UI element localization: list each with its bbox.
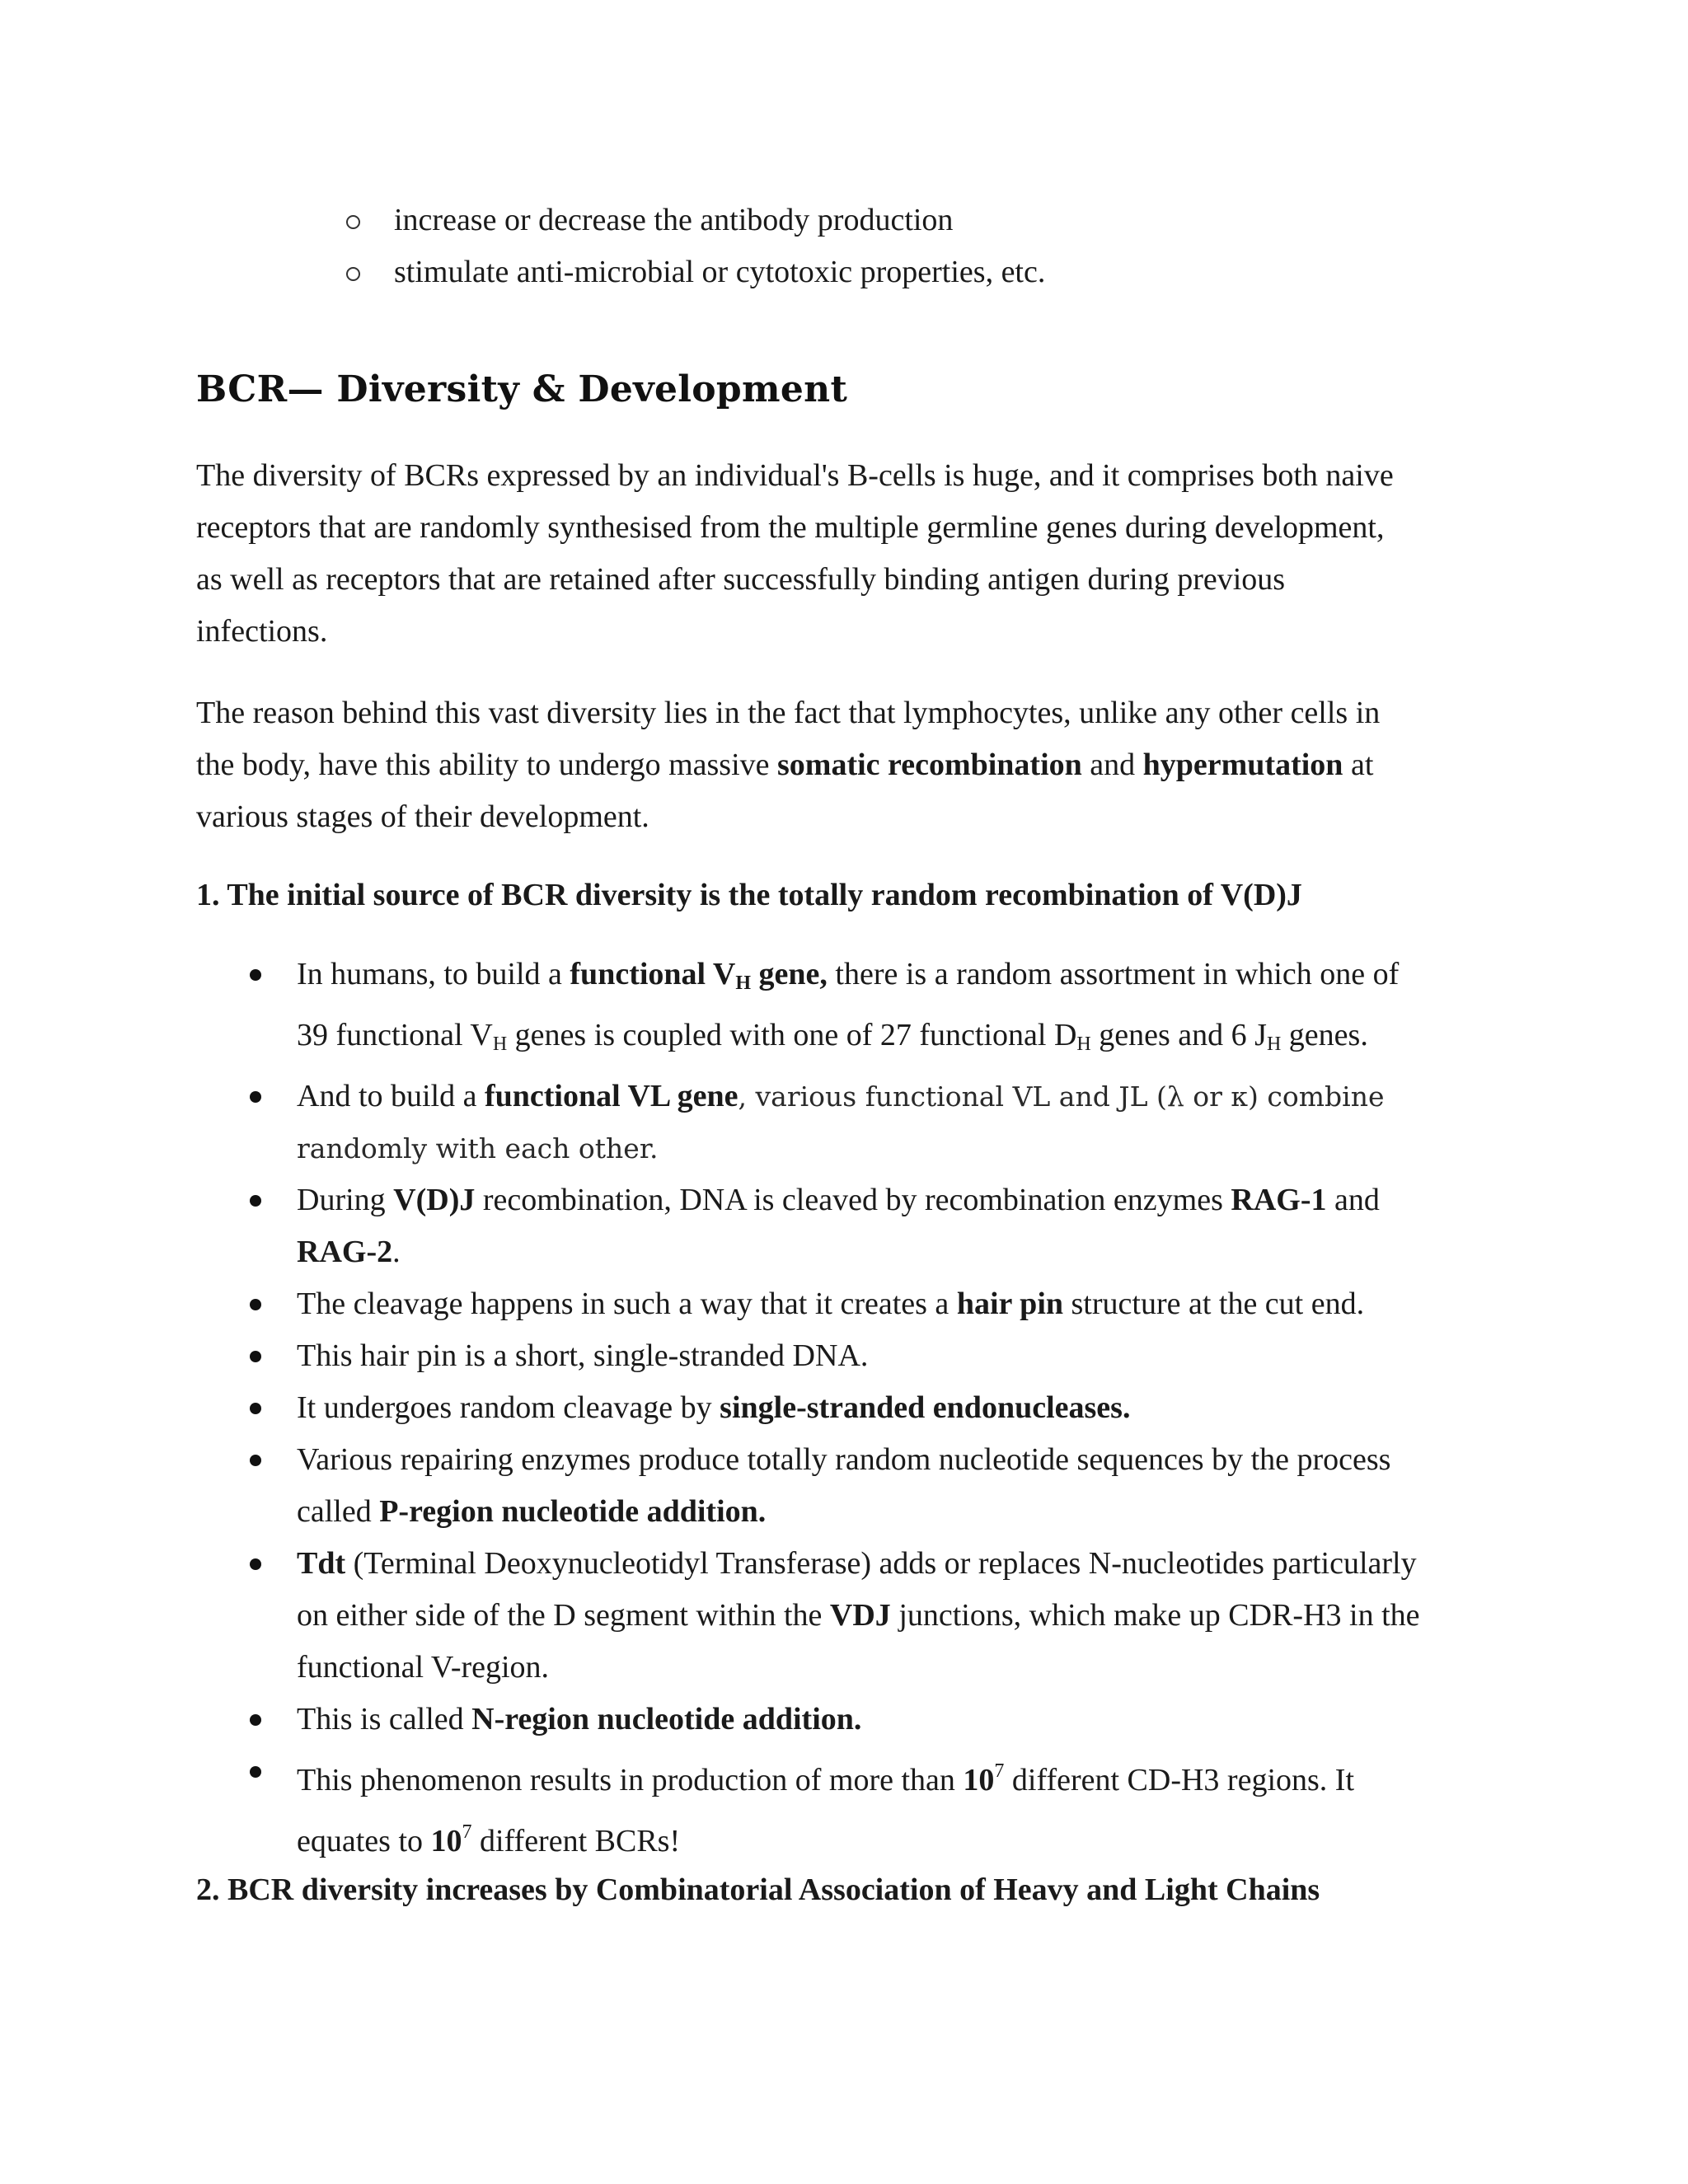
section-heading: BCR— Diversity & Development bbox=[196, 368, 848, 410]
bullet-item: Tdt (Terminal Deoxynucleotidyl Transferase) adds or replaces N-nucleotides particularly on either side of the D segment within the VDJ junctions, which make up CDR-H3 in the functional V-region. bbox=[246, 1538, 1420, 1694]
paragraph-line: various stages of their development. bbox=[196, 799, 649, 834]
bullet-item: And to build a functional VL gene, various functional VL and JL (λ or κ) combine randomly with each other. bbox=[246, 1071, 1420, 1174]
bullet-item: This is called N-region nucleotide addition. bbox=[246, 1694, 1420, 1746]
paragraph-line: The diversity of BCRs expressed by an individual's B-cells is huge, and it comprises both naive bbox=[196, 458, 1394, 493]
bold-term: VDJ bbox=[829, 1598, 891, 1633]
bullet-item: The cleavage happens in such a way that it creates a hair pin structure at the cut end. bbox=[246, 1278, 1420, 1330]
paragraph-line: the body, have this ability to undergo massive somatic recombination and hypermutation at bbox=[196, 748, 1374, 782]
bold-term: somatic recombination bbox=[777, 748, 1082, 782]
bold-term: hypermutation bbox=[1142, 748, 1343, 782]
paragraph-line: The reason behind this vast diversity lies in the fact that lymphocytes, unlike any other cells in bbox=[196, 696, 1381, 730]
bold-term: 10 bbox=[430, 1824, 462, 1858]
bullet-item: This phenomenon results in production of more than $10^7$ different CD-H3 regions. It equates to $10^7$ different BCRs! bbox=[246, 1746, 1420, 1868]
bold-term: 10 bbox=[963, 1763, 995, 1797]
bullet-item: During V(D)J recombination, DNA is cleaved by recombination enzymes RAG-1 and RAG-2. bbox=[246, 1174, 1420, 1278]
sub-bullet-item: increase or decrease the antibody production bbox=[346, 194, 1045, 246]
bullet-item: This hair pin is a short, single-stranded DNA. bbox=[246, 1330, 1420, 1382]
bold-term: functional VL gene bbox=[484, 1079, 738, 1113]
intro-paragraph bbox=[196, 450, 1498, 658]
paragraph-line: infections. bbox=[196, 614, 328, 649]
bullet-item: Various repairing enzymes produce totally random nucleotide sequences by the process called P-region nucleotide addition. bbox=[246, 1434, 1420, 1538]
reason-paragraph bbox=[196, 687, 1498, 843]
bold-term: Tdt bbox=[297, 1546, 346, 1581]
bold-term: functional $V_H$ gene, bbox=[570, 957, 828, 994]
sub-bullet-list bbox=[346, 194, 1045, 298]
bold-term: N-region nucleotide addition. bbox=[471, 1702, 862, 1736]
bold-term: V(D)J bbox=[393, 1183, 476, 1217]
recombination-bullet-list bbox=[246, 949, 1420, 1868]
subsection-heading-2: 2. BCR diversity increases by Combinatorial Association of Heavy and Light Chains bbox=[196, 1872, 1320, 1907]
subsection-heading-1: 1. The initial source of BCR diversity is the totally random recombination of V(D)J bbox=[196, 878, 1302, 912]
bold-term: P-region nucleotide addition. bbox=[379, 1494, 767, 1529]
sub-bullet-item: stimulate anti-microbial or cytotoxic properties, etc. bbox=[346, 246, 1045, 298]
bullet-item: In humans, to build a functional $V_H$ gene, there is a random assortment in which one of 39 functional $V_H$ genes is coupled with one of 27 functional $D_H$ genes and 6 $J_H$ genes. bbox=[246, 949, 1420, 1071]
bold-term: hair pin bbox=[956, 1286, 1064, 1321]
bullet-item: It undergoes random cleavage by single-stranded endonucleases. bbox=[246, 1382, 1420, 1434]
bold-term: RAG-2 bbox=[297, 1235, 393, 1269]
paragraph-line: receptors that are randomly synthesised from the multiple germline genes during development, bbox=[196, 510, 1385, 545]
bold-term: RAG-1 bbox=[1231, 1183, 1327, 1217]
bold-term: single-stranded endonucleases. bbox=[720, 1390, 1131, 1425]
paragraph-line: as well as receptors that are retained after successfully binding antigen during previous bbox=[196, 562, 1286, 597]
